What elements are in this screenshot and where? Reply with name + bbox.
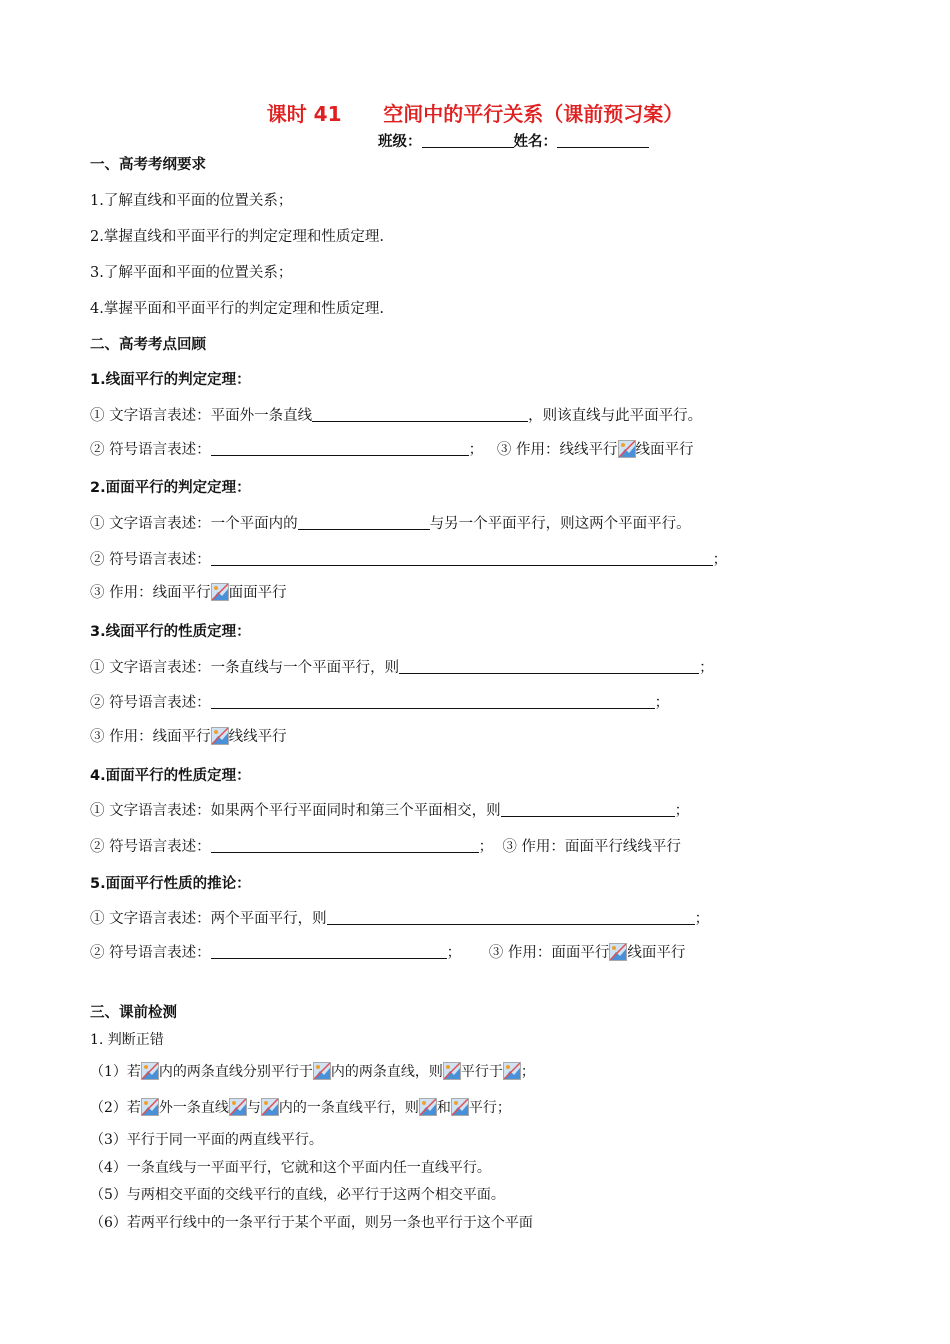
answer-blank[interactable] <box>211 441 469 456</box>
text-suffix: ； ③ 作用：面面平行线线平行 <box>478 839 681 855</box>
statement-text: 与 <box>246 1100 261 1116</box>
text-prefix: ① 文字语言表述：如果两个平行平面同时和第三个平面相交，则 <box>90 803 501 819</box>
answer-blank[interactable] <box>211 944 447 959</box>
class-blank[interactable] <box>422 133 514 148</box>
syllabus-item: 4.掌握平面和平面平行的判定定理和性质定理. <box>90 301 384 317</box>
answer-blank[interactable] <box>211 838 479 853</box>
theorem1-heading: 1.线面平行的判定定理： <box>90 372 251 388</box>
theorem3-use-line <box>90 725 287 746</box>
name-blank[interactable] <box>557 133 649 148</box>
statement-text: 外一条直线 <box>158 1100 229 1116</box>
text-prefix: ② 符号语言表述： <box>90 695 211 711</box>
text-suffix: ； <box>674 803 690 819</box>
statement-3: （3）平行于同一平面的两直线平行。 <box>90 1132 323 1148</box>
answer-blank[interactable] <box>298 515 430 530</box>
text-prefix: ② 符号语言表述： <box>90 552 211 568</box>
text-prefix: ① 文字语言表述：平面外一条直线 <box>90 408 313 424</box>
broken-image-icon <box>451 1098 469 1116</box>
answer-blank[interactable] <box>312 407 528 422</box>
text-suffix: 线线平行 <box>228 729 287 745</box>
text-suffix: ； <box>712 552 728 568</box>
theorem5-text-line <box>90 907 709 928</box>
theorem4-heading: 4.面面平行的性质定理： <box>90 768 251 784</box>
question1-title: 1. 判断正错 <box>90 1032 164 1048</box>
text-prefix: ③ 作用：线面平行 <box>90 585 211 601</box>
theorem2-heading: 2.面面平行的判定定理： <box>90 480 251 496</box>
name-label: 姓名： <box>513 134 557 150</box>
syllabus-item: 1.了解直线和平面的位置关系； <box>90 193 293 209</box>
text-suffix: ； <box>694 911 710 927</box>
statement-6: （6）若两平行线中的一条平行于某个平面，则另一条也平行于这个平面 <box>90 1215 533 1231</box>
text-middle: ； ③ 作用：线线平行 <box>468 442 618 458</box>
broken-image-icon <box>313 1062 331 1080</box>
statement-2 <box>90 1097 511 1117</box>
answer-blank[interactable] <box>211 551 713 566</box>
text-middle: ； ③ 作用：面面平行 <box>446 945 610 961</box>
class-name-line <box>378 130 649 151</box>
statement-text: （2）若 <box>90 1100 141 1116</box>
answer-blank[interactable] <box>211 694 655 709</box>
theorem4-text-line <box>90 799 689 820</box>
theorem5-symbol-line <box>90 941 685 962</box>
syllabus-item: 3.了解平面和平面的位置关系； <box>90 265 293 281</box>
broken-image-icon <box>503 1062 521 1080</box>
text-prefix: ② 符号语言表述： <box>90 945 211 961</box>
text-suffix: ，则该直线与此平面平行。 <box>528 408 703 424</box>
theorem5-heading: 5.面面平行性质的推论： <box>90 876 251 892</box>
text-suffix: 线面平行 <box>635 442 694 458</box>
text-prefix: ① 文字语言表述：一条直线与一个平面平行，则 <box>90 660 400 676</box>
broken-image-icon <box>141 1062 159 1080</box>
text-suffix: ； <box>699 660 714 676</box>
broken-image-icon <box>419 1098 437 1116</box>
section1-heading: 一、高考考纲要求 <box>90 157 206 173</box>
theorem3-symbol-line <box>90 691 669 712</box>
theorem4-symbol-line <box>90 835 681 856</box>
broken-image-icon <box>229 1098 247 1116</box>
broken-image-icon <box>211 727 229 745</box>
statement-text: 平行于 <box>460 1064 503 1080</box>
theorem2-symbol-line <box>90 548 727 569</box>
text-suffix: ； <box>654 695 670 711</box>
statement-4: （4）一条直线与一平面平行，它就和这个平面内任一直线平行。 <box>90 1160 491 1176</box>
statement-text: 和 <box>436 1100 451 1116</box>
answer-blank[interactable] <box>501 802 675 817</box>
text-prefix: ① 文字语言表述：一个平面内的 <box>90 516 298 532</box>
text-suffix: 线面平行 <box>627 945 686 961</box>
text-prefix: ① 文字语言表述：两个平面平行，则 <box>90 911 327 927</box>
text-prefix: ② 符号语言表述： <box>90 839 211 855</box>
answer-blank[interactable] <box>327 910 695 925</box>
broken-image-icon <box>443 1062 461 1080</box>
broken-image-icon <box>211 583 229 601</box>
theorem2-use-line <box>90 581 287 602</box>
statement-1 <box>90 1061 535 1081</box>
text-prefix: ② 符号语言表述： <box>90 442 211 458</box>
class-label: 班级： <box>378 134 422 150</box>
syllabus-item: 2.掌握直线和平面平行的判定定理和性质定理. <box>90 229 384 245</box>
text-prefix: ③ 作用：线面平行 <box>90 729 211 745</box>
broken-image-icon <box>261 1098 279 1116</box>
statement-text: 内的两条直线，则 <box>330 1064 443 1080</box>
statement-text: （1）若 <box>90 1064 141 1080</box>
theorem1-text-line <box>90 404 702 425</box>
statement-5: （5）与两相交平面的交线平行的直线，必平行于这两个相交平面。 <box>90 1187 505 1203</box>
statement-text: 内的一条直线平行，则 <box>278 1100 419 1116</box>
statement-text: 平行； <box>468 1100 511 1116</box>
page-title: 课时 41 空间中的平行关系（课前预习案） <box>266 102 684 126</box>
section2-heading: 二、高考考点回顾 <box>90 337 206 353</box>
section3-heading: 三、课前检测 <box>90 1005 177 1021</box>
text-suffix: 与另一个平面平行，则这两个平面平行。 <box>429 516 691 532</box>
broken-image-icon <box>618 440 636 458</box>
theorem3-heading: 3.线面平行的性质定理： <box>90 624 251 640</box>
text-suffix: 面面平行 <box>228 585 287 601</box>
statement-text: 内的两条直线分别平行于 <box>158 1064 313 1080</box>
statement-text: ； <box>520 1064 535 1080</box>
theorem2-text-line <box>90 512 691 533</box>
answer-blank[interactable] <box>399 659 699 674</box>
theorem1-symbol-line <box>90 438 694 459</box>
broken-image-icon <box>141 1098 159 1116</box>
broken-image-icon <box>609 943 627 961</box>
theorem3-text-line <box>90 656 714 677</box>
